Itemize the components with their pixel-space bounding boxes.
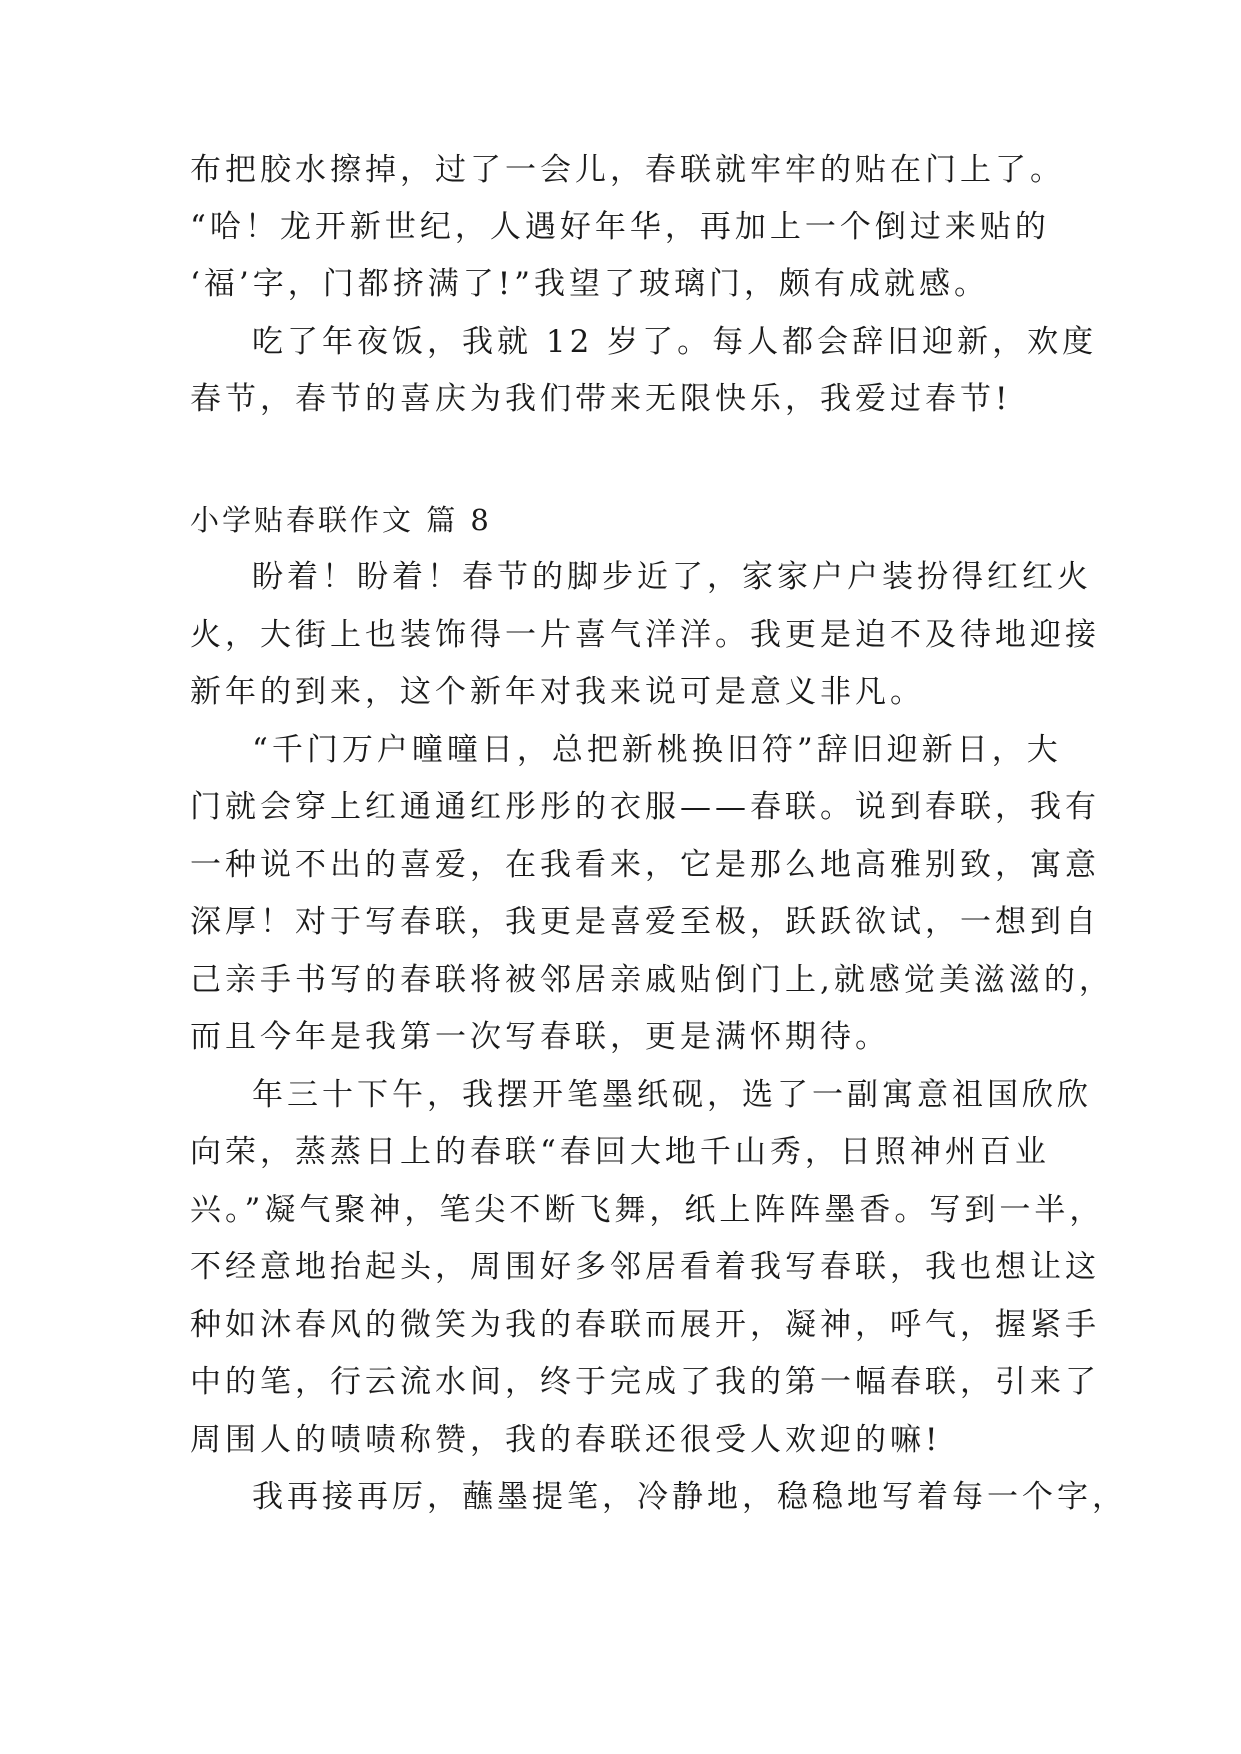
paragraph-line: 我再接再厉，蘸墨提笔，冷静地，稳稳地写着每一个字，	[252, 1479, 1127, 1515]
paragraph-line: 向荣，蒸蒸日上的春联“春回大地千山秀，日照神州百业	[190, 1134, 1050, 1170]
paragraph-line: 布把胶水擦掉，过了一会儿，春联就牢牢的贴在门上了。	[190, 152, 1065, 188]
paragraph-line: “哈！龙开新世纪，人遇好年华，再加上一个倒过来贴的	[190, 209, 1050, 245]
paragraph-line: “千门万户曈曈日，总把新桃换旧符”辞旧迎新日，大	[252, 732, 1062, 768]
paragraph-line: 周围人的啧啧称赞，我的春联还很受人欢迎的嘛!	[190, 1422, 942, 1458]
paragraph-line: 己亲手书写的春联将被邻居亲戚贴倒门上,就感觉美滋滋的，	[190, 962, 1114, 998]
paragraph-line: 吃了年夜饭，我就 12 岁了。每人都会辞旧迎新，欢度	[252, 324, 1098, 360]
paragraph-line: 中的笔，行云流水间，终于完成了我的第一幅春联，引来了	[190, 1364, 1100, 1400]
section-title: 小学贴春联作文 篇 8	[190, 503, 492, 537]
paragraph-line: 火，大街上也装饰得一片喜气洋洋。我更是迫不及待地迎接	[190, 617, 1100, 653]
paragraph-line: 兴。”凝气聚神，笔尖不断飞舞，纸上阵阵墨香。写到一半，	[190, 1192, 1105, 1228]
paragraph-line: 新年的到来，这个新年对我来说可是意义非凡。	[190, 674, 925, 710]
paragraph-line: 春节，春节的喜庆为我们带来无限快乐，我爱过春节!	[190, 381, 1012, 417]
paragraph-line: 种如沐春风的微笑为我的春联而展开，凝神，呼气，握紧手	[190, 1307, 1100, 1343]
paragraph-line: 不经意地抬起头，周围好多邻居看着我写春联，我也想让这	[190, 1249, 1100, 1285]
paragraph-line: 而且今年是我第一次写春联，更是满怀期待。	[190, 1019, 890, 1055]
paragraph-line: 盼着！盼着！春节的脚步近了，家家户户装扮得红红火	[252, 559, 1092, 595]
paragraph-line: 一种说不出的喜爱，在我看来，它是那么地高雅别致，寓意	[190, 847, 1100, 883]
paragraph-line: 深厚！对于写春联，我更是喜爱至极，跃跃欲试，一想到自	[190, 904, 1100, 940]
paragraph-line: ‘福’字，门都挤满了!”我望了玻璃门，颇有成就感。	[190, 266, 990, 302]
paragraph-line: 门就会穿上红通通红彤彤的衣服——春联。说到春联，我有	[190, 789, 1100, 825]
paragraph-line: 年三十下午，我摆开笔墨纸砚，选了一副寓意祖国欣欣	[252, 1077, 1092, 1113]
